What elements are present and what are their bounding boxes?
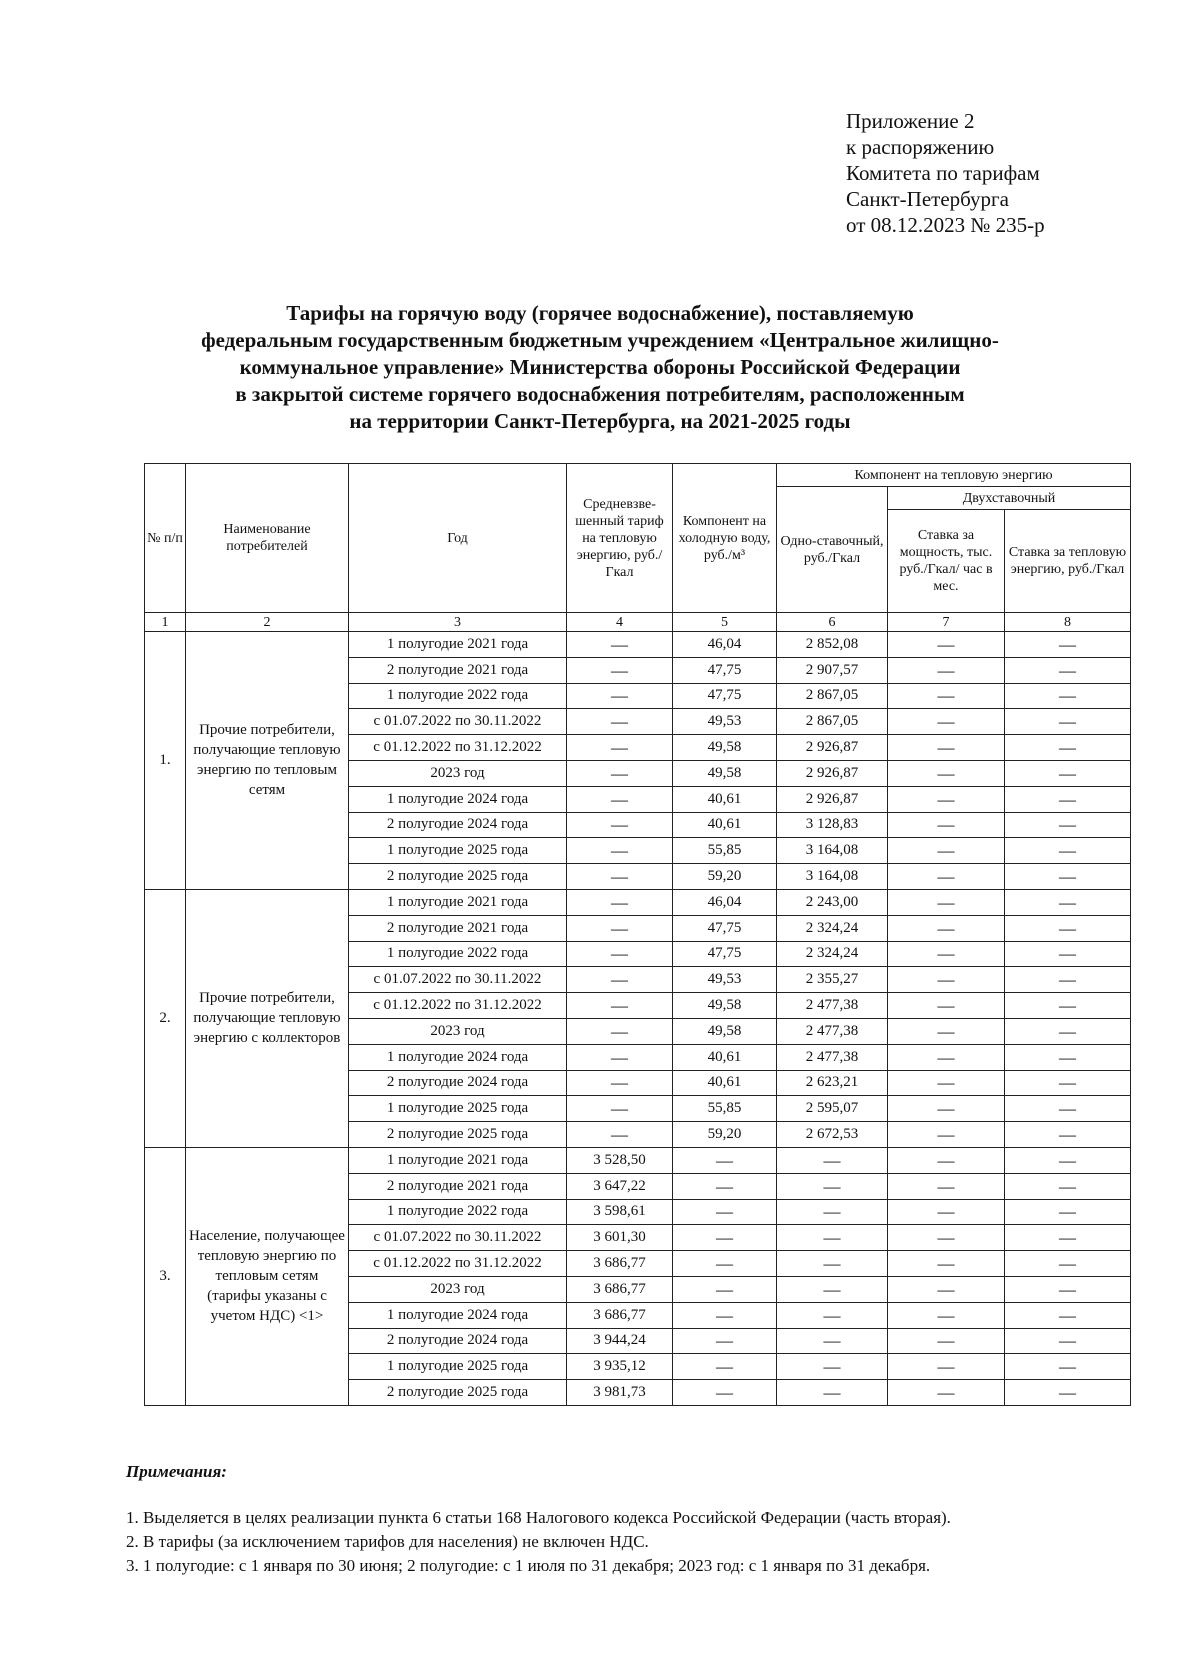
one-rate-cell: —: [777, 1147, 888, 1173]
power-rate-cell: —: [888, 1302, 1005, 1328]
period-cell: с 01.07.2022 по 30.11.2022: [349, 1225, 567, 1251]
cold-water-cell: 40,61: [673, 1070, 777, 1096]
header-two-rate: Двухставочный: [888, 487, 1131, 510]
power-rate-cell: —: [888, 1251, 1005, 1277]
header-power-rate: Ставка за мощность, тыс. руб./Гкал/ час в мес.: [888, 510, 1005, 613]
one-rate-cell: —: [777, 1328, 888, 1354]
avg-tariff-cell: —: [567, 735, 673, 761]
period-cell: 1 полугодие 2022 года: [349, 941, 567, 967]
energy-rate-cell: —: [1005, 1302, 1131, 1328]
energy-rate-cell: —: [1005, 941, 1131, 967]
power-rate-cell: —: [888, 1380, 1005, 1406]
power-rate-cell: —: [888, 1354, 1005, 1380]
header-heat-component: Компонент на тепловую энергию: [777, 464, 1131, 487]
period-cell: 1 полугодие 2025 года: [349, 1096, 567, 1122]
avg-tariff-cell: 3 528,50: [567, 1147, 673, 1173]
period-cell: 2 полугодие 2025 года: [349, 864, 567, 890]
cold-water-cell: 49,58: [673, 1018, 777, 1044]
cold-water-cell: —: [673, 1302, 777, 1328]
cold-water-cell: —: [673, 1147, 777, 1173]
avg-tariff-cell: —: [567, 993, 673, 1019]
cold-water-cell: —: [673, 1173, 777, 1199]
energy-rate-cell: —: [1005, 1199, 1131, 1225]
period-cell: 1 полугодие 2024 года: [349, 786, 567, 812]
one-rate-cell: 2 867,05: [777, 683, 888, 709]
header-cold-water: Компонент на холодную воду, руб./м³: [673, 464, 777, 613]
energy-rate-cell: —: [1005, 760, 1131, 786]
avg-tariff-cell: —: [567, 1096, 673, 1122]
energy-rate-cell: —: [1005, 1328, 1131, 1354]
energy-rate-cell: —: [1005, 1070, 1131, 1096]
one-rate-cell: 2 477,38: [777, 1044, 888, 1070]
one-rate-cell: 2 477,38: [777, 1018, 888, 1044]
period-cell: 2 полугодие 2024 года: [349, 1070, 567, 1096]
avg-tariff-cell: —: [567, 709, 673, 735]
cold-water-cell: 40,61: [673, 812, 777, 838]
avg-tariff-cell: —: [567, 967, 673, 993]
cold-water-cell: —: [673, 1251, 777, 1277]
group-number: 2.: [145, 889, 186, 1147]
avg-tariff-cell: —: [567, 1018, 673, 1044]
cold-water-cell: 46,04: [673, 632, 777, 658]
period-cell: с 01.12.2022 по 31.12.2022: [349, 993, 567, 1019]
power-rate-cell: —: [888, 812, 1005, 838]
energy-rate-cell: —: [1005, 657, 1131, 683]
energy-rate-cell: —: [1005, 786, 1131, 812]
column-number: 7: [888, 613, 1005, 632]
cold-water-cell: 55,85: [673, 1096, 777, 1122]
energy-rate-cell: —: [1005, 1225, 1131, 1251]
energy-rate-cell: —: [1005, 1173, 1131, 1199]
one-rate-cell: —: [777, 1225, 888, 1251]
power-rate-cell: —: [888, 760, 1005, 786]
period-cell: с 01.12.2022 по 31.12.2022: [349, 1251, 567, 1277]
power-rate-cell: —: [888, 683, 1005, 709]
column-number: 5: [673, 613, 777, 632]
energy-rate-cell: —: [1005, 1122, 1131, 1148]
cold-water-cell: 47,75: [673, 683, 777, 709]
cold-water-cell: 59,20: [673, 864, 777, 890]
title-line: на территории Санкт-Петербурга, на 2021-2025 годы: [349, 409, 851, 433]
power-rate-cell: —: [888, 1147, 1005, 1173]
power-rate-cell: —: [888, 967, 1005, 993]
column-number: 2: [186, 613, 349, 632]
table-header: [145, 464, 1131, 632]
period-cell: 2 полугодие 2024 года: [349, 812, 567, 838]
avg-tariff-cell: —: [567, 1044, 673, 1070]
cold-water-cell: 49,58: [673, 993, 777, 1019]
energy-rate-cell: —: [1005, 1354, 1131, 1380]
energy-rate-cell: —: [1005, 838, 1131, 864]
period-cell: 1 полугодие 2021 года: [349, 889, 567, 915]
column-number: 4: [567, 613, 673, 632]
one-rate-cell: —: [777, 1251, 888, 1277]
power-rate-cell: —: [888, 1096, 1005, 1122]
table-row: [145, 889, 1131, 915]
period-cell: 2 полугодие 2021 года: [349, 657, 567, 683]
cold-water-cell: 40,61: [673, 786, 777, 812]
header-year: Год: [349, 464, 567, 613]
power-rate-cell: —: [888, 941, 1005, 967]
period-cell: 1 полугодие 2021 года: [349, 1147, 567, 1173]
annex-line: Приложение 2: [846, 109, 975, 133]
one-rate-cell: 2 852,08: [777, 632, 888, 658]
avg-tariff-cell: —: [567, 864, 673, 890]
period-cell: 2023 год: [349, 760, 567, 786]
column-number: 1: [145, 613, 186, 632]
cold-water-cell: 47,75: [673, 915, 777, 941]
energy-rate-cell: —: [1005, 1018, 1131, 1044]
cold-water-cell: 49,53: [673, 709, 777, 735]
power-rate-cell: —: [888, 709, 1005, 735]
avg-tariff-cell: —: [567, 786, 673, 812]
one-rate-cell: 2 477,38: [777, 993, 888, 1019]
header-name: Наименование потребителей: [186, 464, 349, 613]
cold-water-cell: 49,58: [673, 760, 777, 786]
cold-water-cell: 59,20: [673, 1122, 777, 1148]
power-rate-cell: —: [888, 889, 1005, 915]
power-rate-cell: —: [888, 864, 1005, 890]
period-cell: 2023 год: [349, 1276, 567, 1302]
period-cell: с 01.07.2022 по 30.11.2022: [349, 967, 567, 993]
annex-line: к распоряжению: [846, 135, 995, 159]
period-cell: с 01.07.2022 по 30.11.2022: [349, 709, 567, 735]
power-rate-cell: —: [888, 1225, 1005, 1251]
avg-tariff-cell: —: [567, 760, 673, 786]
power-rate-cell: —: [888, 838, 1005, 864]
notes: [126, 1460, 1146, 1578]
title-line: Тарифы на горячую воду (горячее водоснабжение), поставляемую: [286, 301, 914, 325]
period-cell: 1 полугодие 2021 года: [349, 632, 567, 658]
one-rate-cell: 3 164,08: [777, 864, 888, 890]
power-rate-cell: —: [888, 1199, 1005, 1225]
energy-rate-cell: —: [1005, 812, 1131, 838]
cold-water-cell: 40,61: [673, 1044, 777, 1070]
one-rate-cell: —: [777, 1276, 888, 1302]
period-cell: 1 полугодие 2025 года: [349, 1354, 567, 1380]
avg-tariff-cell: 3 981,73: [567, 1380, 673, 1406]
avg-tariff-cell: —: [567, 1070, 673, 1096]
power-rate-cell: —: [888, 1070, 1005, 1096]
power-rate-cell: —: [888, 1173, 1005, 1199]
avg-tariff-cell: 3 686,77: [567, 1251, 673, 1277]
avg-tariff-cell: —: [567, 1122, 673, 1148]
energy-rate-cell: —: [1005, 1096, 1131, 1122]
energy-rate-cell: —: [1005, 1276, 1131, 1302]
table-row: [145, 1147, 1131, 1173]
cold-water-cell: 49,58: [673, 735, 777, 761]
power-rate-cell: —: [888, 1276, 1005, 1302]
one-rate-cell: 2 907,57: [777, 657, 888, 683]
consumer-name: Прочие потребители, получающие тепловую энергию по тепловым сетям: [186, 632, 349, 890]
one-rate-cell: 3 164,08: [777, 838, 888, 864]
period-cell: 1 полугодие 2025 года: [349, 838, 567, 864]
cold-water-cell: —: [673, 1328, 777, 1354]
energy-rate-cell: —: [1005, 1380, 1131, 1406]
column-number: 3: [349, 613, 567, 632]
document-title: [130, 300, 1070, 435]
avg-tariff-cell: —: [567, 632, 673, 658]
power-rate-cell: —: [888, 915, 1005, 941]
energy-rate-cell: —: [1005, 735, 1131, 761]
cold-water-cell: —: [673, 1380, 777, 1406]
avg-tariff-cell: —: [567, 889, 673, 915]
one-rate-cell: 2 243,00: [777, 889, 888, 915]
energy-rate-cell: —: [1005, 1251, 1131, 1277]
cold-water-cell: 55,85: [673, 838, 777, 864]
avg-tariff-cell: —: [567, 683, 673, 709]
cold-water-cell: 47,75: [673, 941, 777, 967]
energy-rate-cell: —: [1005, 1044, 1131, 1070]
header-avg-tariff: Средневзве-шенный тариф на тепловую энергию, руб./Гкал: [567, 464, 673, 613]
energy-rate-cell: —: [1005, 993, 1131, 1019]
one-rate-cell: 2 324,24: [777, 941, 888, 967]
energy-rate-cell: —: [1005, 1147, 1131, 1173]
period-cell: 2023 год: [349, 1018, 567, 1044]
power-rate-cell: —: [888, 1122, 1005, 1148]
title-line: федеральным государственным бюджетным учреждением «Центральное жилищно-: [201, 328, 999, 352]
notes-title: Примечания:: [126, 1462, 227, 1481]
one-rate-cell: 2 867,05: [777, 709, 888, 735]
tariff-table: [144, 463, 1131, 1406]
power-rate-cell: —: [888, 632, 1005, 658]
energy-rate-cell: —: [1005, 632, 1131, 658]
cold-water-cell: —: [673, 1354, 777, 1380]
energy-rate-cell: —: [1005, 967, 1131, 993]
period-cell: 2 полугодие 2021 года: [349, 915, 567, 941]
period-cell: 2 полугодие 2025 года: [349, 1380, 567, 1406]
one-rate-cell: —: [777, 1199, 888, 1225]
group-number: 3.: [145, 1147, 186, 1405]
energy-rate-cell: —: [1005, 915, 1131, 941]
group-number: 1.: [145, 632, 186, 890]
period-cell: 2 полугодие 2024 года: [349, 1328, 567, 1354]
avg-tariff-cell: 3 944,24: [567, 1328, 673, 1354]
one-rate-cell: —: [777, 1173, 888, 1199]
header-num: № п/п: [145, 464, 186, 613]
energy-rate-cell: —: [1005, 864, 1131, 890]
title-line: в закрытой системе горячего водоснабжения потребителям, расположенным: [235, 382, 965, 406]
annex-reference: [846, 108, 1166, 238]
annex-line: от 08.12.2023 № 235-р: [846, 213, 1045, 237]
one-rate-cell: 2 926,87: [777, 735, 888, 761]
consumer-name: Прочие потребители, получающие тепловую энергию с коллекторов: [186, 889, 349, 1147]
cold-water-cell: 49,53: [673, 967, 777, 993]
note-item: 1. Выделяется в целях реализации пункта 6 статьи 168 Налогового кодекса Российской Федерации (часть вторая).: [126, 1508, 951, 1527]
column-number: 6: [777, 613, 888, 632]
title-line: коммунальное управление» Министерства обороны Российской Федерации: [239, 355, 961, 379]
avg-tariff-cell: —: [567, 657, 673, 683]
power-rate-cell: —: [888, 993, 1005, 1019]
power-rate-cell: —: [888, 735, 1005, 761]
period-cell: 1 полугодие 2024 года: [349, 1044, 567, 1070]
consumer-name: Население, получающее тепловую энергию по тепловым сетям (тарифы указаны с учетом НДС) <1>: [186, 1147, 349, 1405]
annex-line: Комитета по тарифам: [846, 161, 1040, 185]
period-cell: 2 полугодие 2025 года: [349, 1122, 567, 1148]
table-body: [145, 632, 1131, 1406]
avg-tariff-cell: 3 601,30: [567, 1225, 673, 1251]
one-rate-cell: 2 324,24: [777, 915, 888, 941]
one-rate-cell: 3 128,83: [777, 812, 888, 838]
one-rate-cell: —: [777, 1354, 888, 1380]
period-cell: с 01.12.2022 по 31.12.2022: [349, 735, 567, 761]
period-cell: 1 полугодие 2022 года: [349, 1199, 567, 1225]
note-item: 2. В тарифы (за исключением тарифов для населения) не включен НДС.: [126, 1532, 649, 1551]
avg-tariff-cell: 3 647,22: [567, 1173, 673, 1199]
one-rate-cell: 2 595,07: [777, 1096, 888, 1122]
avg-tariff-cell: —: [567, 812, 673, 838]
header-energy-rate: Ставка за тепловую энергию, руб./Гкал: [1005, 510, 1131, 613]
energy-rate-cell: —: [1005, 889, 1131, 915]
power-rate-cell: —: [888, 1328, 1005, 1354]
power-rate-cell: —: [888, 657, 1005, 683]
avg-tariff-cell: —: [567, 941, 673, 967]
one-rate-cell: 2 672,53: [777, 1122, 888, 1148]
header-one-rate: Одно-ставочный, руб./Гкал: [777, 487, 888, 613]
cold-water-cell: 46,04: [673, 889, 777, 915]
avg-tariff-cell: 3 598,61: [567, 1199, 673, 1225]
period-cell: 1 полугодие 2022 года: [349, 683, 567, 709]
column-number: 8: [1005, 613, 1131, 632]
one-rate-cell: 2 623,21: [777, 1070, 888, 1096]
annex-line: Санкт-Петербурга: [846, 187, 1009, 211]
cold-water-cell: —: [673, 1225, 777, 1251]
one-rate-cell: 2 926,87: [777, 760, 888, 786]
one-rate-cell: 2 926,87: [777, 786, 888, 812]
avg-tariff-cell: 3 935,12: [567, 1354, 673, 1380]
period-cell: 1 полугодие 2024 года: [349, 1302, 567, 1328]
one-rate-cell: —: [777, 1380, 888, 1406]
table-row: [145, 632, 1131, 658]
cold-water-cell: 47,75: [673, 657, 777, 683]
avg-tariff-cell: 3 686,77: [567, 1276, 673, 1302]
power-rate-cell: —: [888, 786, 1005, 812]
energy-rate-cell: —: [1005, 709, 1131, 735]
one-rate-cell: 2 355,27: [777, 967, 888, 993]
energy-rate-cell: —: [1005, 683, 1131, 709]
note-item: 3. 1 полугодие: с 1 января по 30 июня; 2 полугодие: с 1 июля по 31 декабря; 2023 год: с 1 января по 31 декабря.: [126, 1556, 931, 1575]
cold-water-cell: —: [673, 1276, 777, 1302]
power-rate-cell: —: [888, 1044, 1005, 1070]
power-rate-cell: —: [888, 1018, 1005, 1044]
avg-tariff-cell: —: [567, 915, 673, 941]
avg-tariff-cell: 3 686,77: [567, 1302, 673, 1328]
cold-water-cell: —: [673, 1199, 777, 1225]
one-rate-cell: —: [777, 1302, 888, 1328]
period-cell: 2 полугодие 2021 года: [349, 1173, 567, 1199]
avg-tariff-cell: —: [567, 838, 673, 864]
